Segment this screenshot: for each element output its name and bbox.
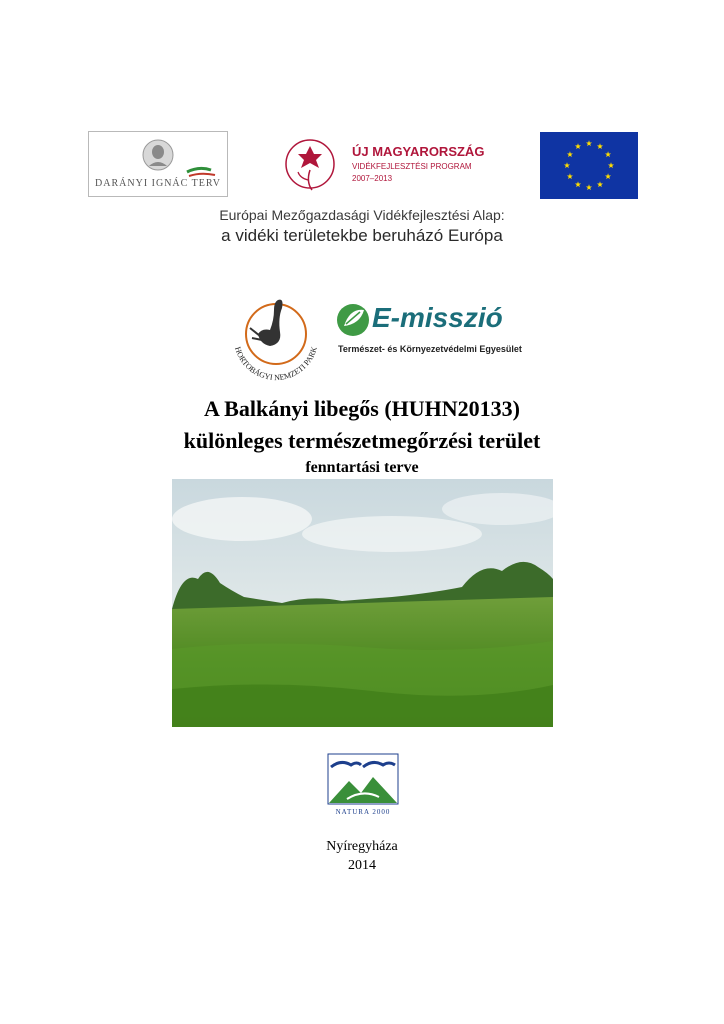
eu-star-icon xyxy=(575,143,581,149)
eu-star-icon xyxy=(608,162,614,168)
eafrd-line-1: Európai Mezőgazdasági Vidékfejlesztési Alap: xyxy=(219,207,505,223)
ujm-years: 2007–2013 xyxy=(352,174,393,183)
e-misszio-logo xyxy=(336,302,528,362)
natura-2000-logo xyxy=(327,753,399,817)
daranyi-ignac-terv-logo xyxy=(88,131,228,197)
ujm-subtitle: VIDÉKFEJLESZTÉSI PROGRAM xyxy=(352,162,472,171)
eu-star-icon xyxy=(567,151,573,157)
eu-star-icon xyxy=(564,162,570,168)
publication-place: Nyíregyháza xyxy=(326,839,398,854)
document-subtitle: fenntartási terve xyxy=(305,459,419,476)
hortobagyi-nemzeti-park-logo xyxy=(220,288,332,382)
daranyi-logo-text: DARÁNYI IGNÁC TERV xyxy=(95,178,221,189)
publication-year: 2014 xyxy=(348,858,376,873)
e-misszio-subtitle: Természet- és Környezetvédelmi Egyesület xyxy=(338,344,522,354)
eu-star-icon xyxy=(597,181,603,187)
document-title-line-1: A Balkányi libegős (HUHN20133) xyxy=(204,396,520,421)
document-title-line-2: különleges természetmegőrzési terület xyxy=(183,428,541,453)
e-misszio-leaf-icon xyxy=(336,302,370,342)
ujm-title: ÚJ MAGYARORSZÁG xyxy=(352,144,485,159)
eafrd-line-2: a vidéki területekbe beruházó Európa xyxy=(221,226,503,245)
eu-stars-icon xyxy=(540,132,638,199)
eu-star-icon xyxy=(575,181,581,187)
hnp-logo-text: HORTOBÁGYI NEMZETI PARK xyxy=(233,345,319,382)
eu-star-icon xyxy=(605,151,611,157)
eu-star-icon xyxy=(567,173,573,179)
uj-magyarorszag-logo xyxy=(280,134,508,198)
natura-text: NATURA 2000 xyxy=(335,808,391,816)
meadow-photo xyxy=(172,479,553,727)
eu-star-icon xyxy=(597,143,603,149)
eu-star-icon xyxy=(605,173,611,179)
e-misszio-title: E-misszió xyxy=(372,302,503,333)
eu-flag-logo xyxy=(540,132,638,199)
eu-star-icon xyxy=(586,140,592,146)
eu-star-icon xyxy=(586,184,592,190)
